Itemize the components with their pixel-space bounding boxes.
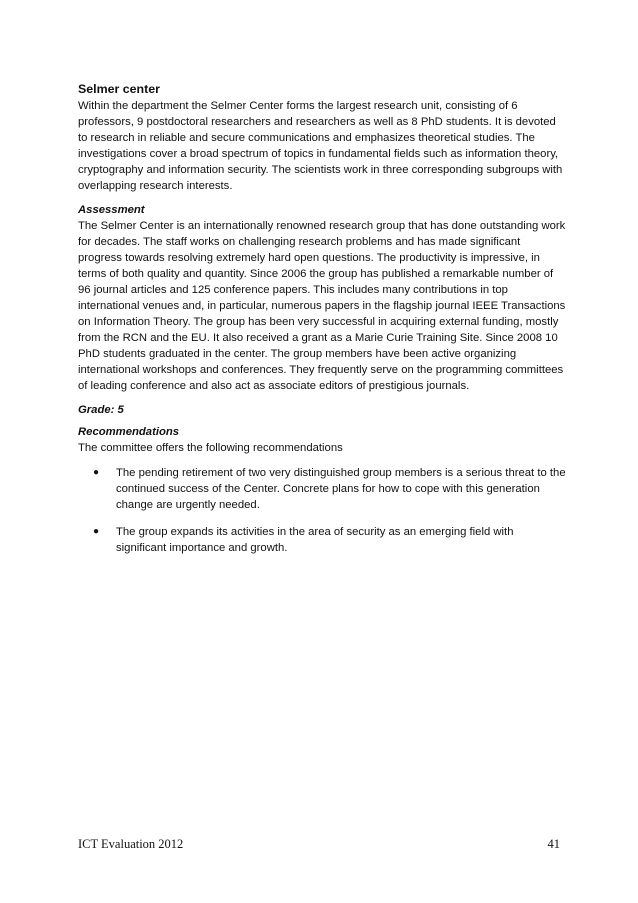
bullet-icon: ● xyxy=(93,526,100,537)
list-item xyxy=(78,465,566,513)
page-footer xyxy=(78,837,560,852)
list-item xyxy=(78,524,566,556)
bullet-icon: ● xyxy=(93,467,100,478)
recommendations-intro: The committee offers the following recommendations xyxy=(78,442,343,454)
section-title: Selmer center xyxy=(78,82,160,96)
intro-paragraph: Within the department the Selmer Center forms the largest research unit, consisting of 6 professors, 9 postdoctoral researchers and researchers as well as 8 PhD students. It is devoted to research in reliable and secure communications and emphasizes theoretical studies. The investigations cover a broad spectrum of topics in fundamental fields such as information theory, cryptography and information security. The scientists work in three corresponding subgroups with overlapping research interests. xyxy=(78,100,563,192)
page-number: 41 xyxy=(547,837,560,851)
page-content xyxy=(78,80,566,567)
assessment-paragraph: The Selmer Center is an internationally renowned research group that has done outstanding work for decades. The staff works on challenging research problems and has made significant progress towards resolving extremely hard open questions. The productivity is impressive, in terms of both quality and quantity. Since 2006 the group has published a remarkable number of 96 journal articles and 125 conference papers. This includes many contributions in top international venues and, in particular, numerous papers in the flagship journal IEEE Transactions on Information Theory. The group has been very successful in acquiring external funding, mostly from the RCN and the EU. It also received a grant as a Marie Curie Training Site. Since 2008 10 PhD students graduated in the center. The group members have been active organizing international workshops and conferences. They frequently serve on the programming committees of leading conference and also act as associate editors of prestigious journals. xyxy=(78,220,566,392)
recommendation-text: The group expands its activities in the area of security as an emerging field with significant importance and growth. xyxy=(116,526,514,554)
recommendations-heading: Recommendations xyxy=(78,426,180,438)
recommendations-list xyxy=(78,465,566,556)
recommendation-text: The pending retirement of two very distinguished group members is a serious threat to the continued success of the Center. Concrete plans for how to cope with this generation change are urgently needed. xyxy=(116,467,566,511)
assessment-heading: Assessment xyxy=(78,204,145,216)
footer-title: ICT Evaluation 2012 xyxy=(78,837,184,851)
grade-label: Grade: 5 xyxy=(78,404,124,416)
